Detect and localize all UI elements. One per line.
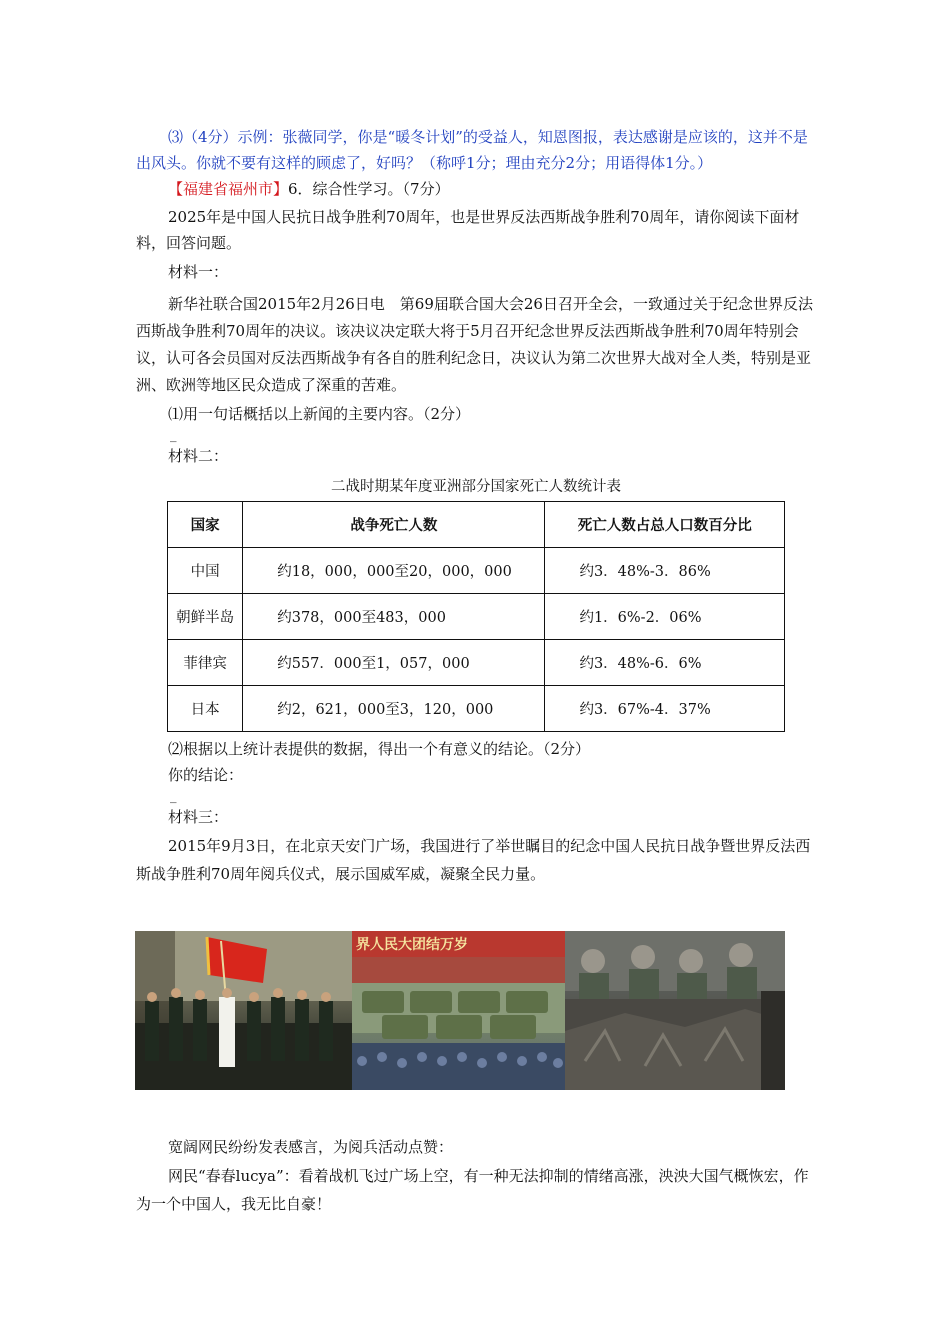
main-content [136, 124, 816, 888]
question-2-answer-label: 你的结论： [168, 766, 244, 784]
photo-veterans [565, 931, 785, 1090]
table-header-country: 国家 [168, 502, 243, 548]
tiananmen-vehicles-illustration [352, 931, 565, 1090]
honor-guard-illustration [135, 931, 352, 1090]
answer-q3: ⑶（4分）示例：张薇同学，你是“暖冬计划”的受益人，知恩图报，表达感谢是应该的，这并不是出风头。你就不要有这样的顾虑了，好吗？（称呼1分；理由充分2分；用语得体1分。） [136, 128, 808, 172]
table-row [168, 594, 785, 640]
answer-blank-1: _ [170, 428, 177, 443]
table-row [168, 686, 785, 732]
photo-honor-guard [135, 931, 352, 1090]
table-cell-deaths: 约18，000，000至20，000，000 [243, 548, 545, 594]
netizens-intro: 宽阔网民纷纷发表感言，为阅兵活动点赞： [168, 1138, 454, 1156]
table-cell-country: 中国 [168, 548, 243, 594]
banner-slogan: 界人民大团结万岁 [356, 937, 468, 953]
parade-photos [135, 931, 785, 1090]
table-row [168, 548, 785, 594]
material1-label: 材料一： [168, 263, 229, 281]
material2-label: 材料二： [168, 447, 229, 465]
table-header-row [168, 502, 785, 548]
material1-text: 新华社联合国2015年2月26日电 第69届联合国大会26日召开全会，一致通过关于纪念世界反法西斯战争胜利70周年的决议。该决议决定联大将于5月召开纪念世界反法西斯战争胜利70周年特别会议，认可各会员国对反法西斯战争有各自的胜利纪念日，决议认为第二次世界大战对全人类，特别是亚洲、欧洲等地区民众造成了深重的苦难。 [136, 295, 813, 394]
table-cell-deaths: 约2，621，000至3，120，000 [243, 686, 545, 732]
table-title: 二战时期某年度亚洲部分国家死亡人数统计表 [331, 479, 621, 495]
question-1: ⑴用一句话概括以上新闻的主要内容。（2分） [168, 405, 471, 423]
photo-tiananmen-vehicles [352, 931, 565, 1090]
table-cell-country: 朝鲜半岛 [168, 594, 243, 640]
table-cell-country: 菲律宾 [168, 640, 243, 686]
table-row [168, 640, 785, 686]
answer-blank-2: _ [170, 789, 177, 804]
question-title: 6．综合性学习。（7分） [288, 180, 450, 198]
material3-label: 材料三： [168, 808, 229, 826]
table-cell-deaths: 约557．000至1，057，000 [243, 640, 545, 686]
answer-line-2 [136, 788, 816, 810]
material3-text: 2015年9月3日，在北京天安门广场，我国进行了举世瞩目的纪念中国人民抗日战争暨世界反法西斯战争胜利70周年阅兵仪式，展示国威军威，凝聚全民力量。 [136, 837, 811, 883]
intro-paragraph: 2025年是中国人民抗日战争胜利70周年，也是世界反法西斯战争胜利70周年，请你阅读下面材料，回答问题。 [136, 208, 800, 252]
table-header-percent: 死亡人数占总人口数百分比 [545, 502, 785, 548]
question-source: 【福建省福州市】 [168, 180, 289, 198]
netizen-comment: 网民“春春lucya”：看着战机飞过广场上空，有一种无法抑制的情绪高涨，泱泱大国气概恢宏，作为一个中国人，我无比自豪！ [136, 1167, 809, 1213]
question-2: ⑵根据以上统计表提供的数据，得出一个有意义的结论。（2分） [168, 740, 591, 758]
table-header-deaths: 战争死亡人数 [243, 502, 545, 548]
table-cell-percent: 约3．48%-6．6% [545, 640, 785, 686]
veterans-illustration [565, 931, 785, 1090]
answer-line-1 [136, 427, 816, 449]
question-heading [136, 176, 816, 202]
table-cell-country: 日本 [168, 686, 243, 732]
bottom-content [136, 1134, 816, 1218]
table-cell-percent: 约1．6%-2．06% [545, 594, 785, 640]
death-statistics-table [167, 501, 785, 732]
table-cell-deaths: 约378，000至483，000 [243, 594, 545, 640]
table-cell-percent: 约3．48%-3．86% [545, 548, 785, 594]
table-cell-percent: 约3．67%-4．37% [545, 686, 785, 732]
